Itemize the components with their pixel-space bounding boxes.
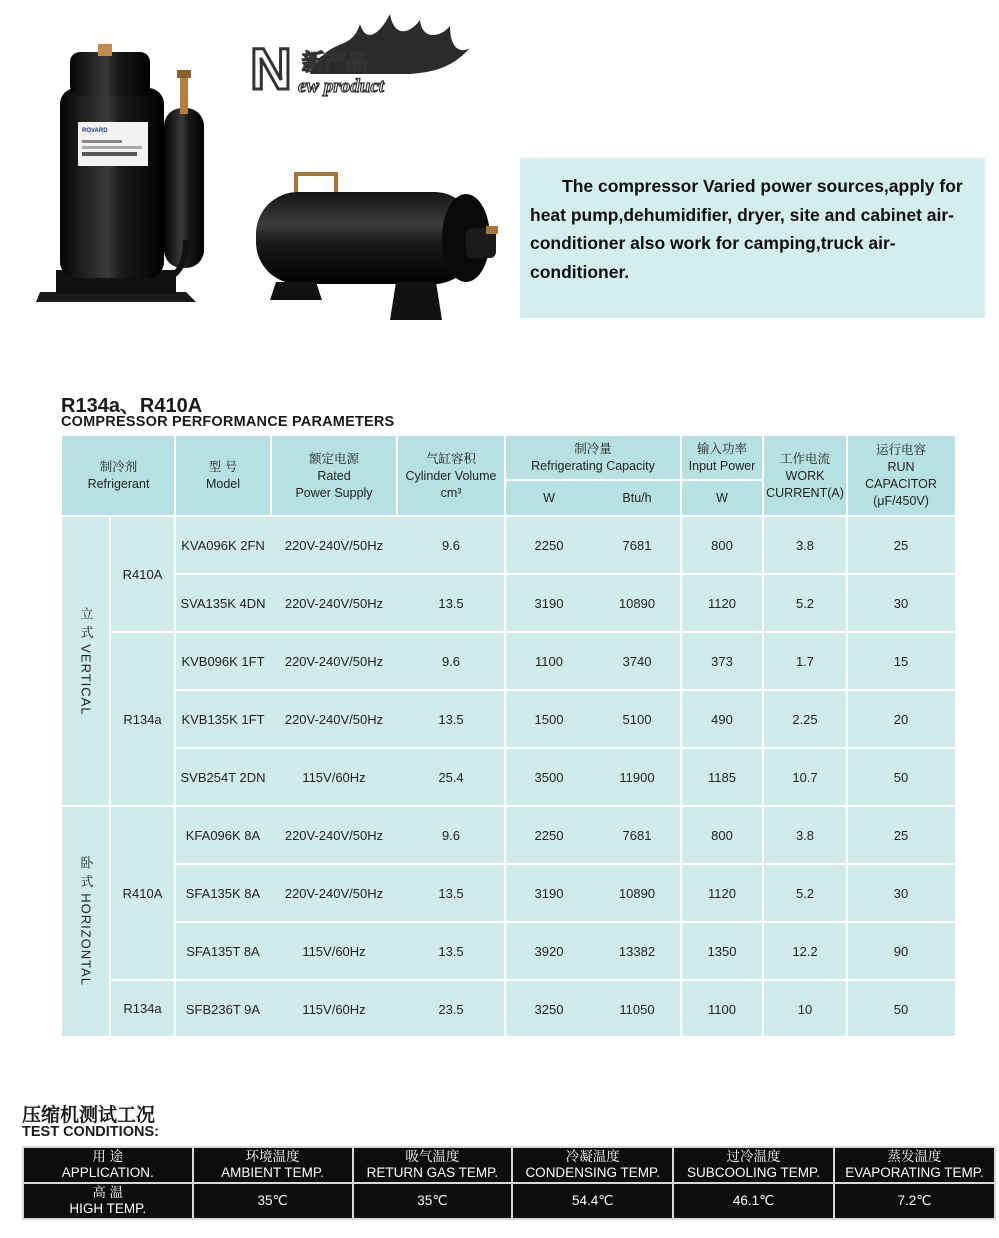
header-input: [681, 436, 763, 480]
header-capacity: [505, 436, 681, 480]
header-refrigerant-cn: 制冷剂: [99, 460, 138, 474]
table-cell-cyl: 25.4: [438, 769, 464, 785]
test-header-en: SUBCOOLING TEMP.: [687, 1165, 821, 1180]
table-cell-model: SFB236T 9A: [185, 1001, 261, 1017]
table-cell-capacitor: 25: [893, 537, 909, 553]
new-product-badge: [250, 36, 440, 106]
table-cell-power: 115V/60Hz: [302, 1001, 366, 1017]
test-header-row: [23, 1147, 995, 1183]
header-input-w: [681, 480, 763, 516]
table-cell-model: KVB096K 1FT: [181, 653, 265, 669]
table-cell-power: 115V/60Hz: [302, 769, 366, 785]
test-header-cn: 环境温度: [245, 1149, 300, 1164]
test-header-cell: [193, 1147, 353, 1183]
horizontal-compressor-image: [236, 170, 506, 330]
table-cell-model: SVA135K 4DN: [180, 595, 266, 611]
header-refrigerant: [62, 436, 175, 516]
header-inp-cn: 输入功率: [696, 442, 747, 456]
product-description: The compressor Varied power sources,apply for heat pump,dehumidifier, dryer, site and cabinet air-conditioner also work for camping,truck air-conditioner.: [530, 176, 963, 282]
refrigerant-label: R134a: [123, 711, 162, 727]
header-cur-cn: 工作电流: [779, 451, 830, 466]
table-cell-input: 800: [711, 537, 733, 553]
refrigerant-label: R410A: [122, 566, 163, 582]
table-cell-model: KVB135K 1FT: [181, 711, 265, 727]
parameters-title: COMPRESSOR PERFORMANCE PARAMETERS: [61, 414, 395, 430]
table-cell-current: 5.2: [795, 595, 815, 611]
table-cell-power: 220V-240V/50Hz: [284, 885, 384, 901]
header-capac-en1: RUN: [887, 460, 915, 474]
header-cyl-unit: cm³: [440, 485, 462, 500]
header-cur-en1: WORK: [785, 468, 825, 483]
test-header-cell: [512, 1147, 673, 1183]
table-cell-btu: 11900: [619, 769, 655, 785]
header-power-en2: Power Supply: [295, 485, 373, 500]
table-cell-input: 1100: [708, 1001, 736, 1017]
test-header-en: AMBIENT TEMP.: [221, 1165, 324, 1180]
table-cell-current: 2.25: [792, 711, 818, 727]
header-model-en: Model: [205, 477, 241, 491]
table-cell-cyl: 9.6: [441, 653, 461, 669]
test-header-cn: 用 途: [92, 1149, 124, 1164]
table-cell-capacitor: 20: [893, 711, 909, 727]
table-cell-btu: 10890: [618, 595, 656, 611]
table-cell-capacitor: 90: [893, 943, 909, 959]
table-cell-capacitor: 30: [893, 885, 909, 901]
test-header-cell: [23, 1147, 193, 1183]
badge-en-text: ew product: [298, 76, 385, 97]
test-header-en: CONDENSING TEMP.: [525, 1165, 660, 1180]
table-cell-cyl: 23.5: [438, 1001, 464, 1017]
test-value-cell: 35℃: [193, 1183, 353, 1219]
header-cap-w: W: [543, 490, 555, 505]
table-cell-cyl: 13.5: [438, 885, 464, 901]
table-cell-cyl: 13.5: [438, 711, 464, 727]
table-cell-input: 1185: [708, 769, 736, 785]
group-horizontal: [62, 806, 110, 1036]
header-current: [763, 436, 847, 516]
test-value-cell: 46.1℃: [673, 1183, 834, 1219]
table-cell-input: 800: [711, 827, 733, 843]
product-description-box: [520, 158, 985, 318]
group-vertical-label: 立 式 VERTICAL: [78, 606, 94, 716]
header-cyl-cn: 气缸容积: [425, 451, 476, 466]
test-application-cn: 高 温: [92, 1185, 124, 1200]
header-capac-cn: 运行电容: [875, 443, 926, 457]
table-cell-power: 220V-240V/50Hz: [284, 537, 384, 553]
test-title-cn: 压缩机测试工况: [22, 1104, 156, 1126]
table-cell-current: 3.8: [795, 537, 815, 553]
table-cell-w: 1100: [535, 653, 563, 669]
header-cap-cn: 制冷量: [574, 442, 612, 456]
brand-label: ROVARD: [82, 128, 108, 134]
test-header-cell: [673, 1147, 834, 1183]
table-cell-input: 1120: [708, 885, 736, 901]
test-application-cell: [23, 1183, 193, 1219]
header-model: [175, 436, 271, 516]
test-header-cn: 过冷温度: [726, 1149, 781, 1164]
table-cell-current: 12.2: [792, 943, 818, 959]
table-cell-cyl: 13.5: [438, 943, 464, 959]
test-header-cn: 蒸发温度: [887, 1149, 942, 1164]
group-vertical: [62, 516, 110, 806]
table-cell-w: 3190: [534, 885, 564, 901]
test-header-cn: 吸气温度: [405, 1149, 460, 1164]
table-cell-power: 220V-240V/50Hz: [284, 595, 384, 611]
table-cell-cyl: 9.6: [441, 537, 461, 553]
header-cap-btu: Btu/h: [622, 490, 652, 505]
badge-letter: N: [250, 37, 292, 102]
badge-cn-text: 新产品: [302, 51, 369, 76]
table-cell-current: 10.7: [792, 769, 818, 785]
table-cell-current: 10: [797, 1001, 813, 1017]
test-application-en: HIGH TEMP.: [69, 1201, 147, 1216]
test-value-cell: 54.4℃: [512, 1183, 673, 1219]
header-cylinder: [397, 436, 505, 516]
test-header-en: APPLICATION.: [61, 1165, 154, 1180]
table-cell-input: 373: [711, 653, 733, 669]
table-cell-w: 2250: [534, 827, 564, 843]
table-cell-btu: 5100: [622, 711, 652, 727]
test-header-cn: 冷凝温度: [565, 1149, 620, 1164]
table-cell-model: SVB254T 2DN: [180, 769, 266, 785]
table-cell-btu: 11050: [619, 1001, 655, 1017]
table-cell-capacitor: 50: [893, 1001, 909, 1017]
header-capacitor: [847, 436, 955, 516]
header-cyl-en: Cylinder Volume: [405, 468, 497, 483]
table-cell-btu: 10890: [618, 885, 656, 901]
refrigerant-label: R134a: [123, 1000, 162, 1016]
table-cell-w: 3190: [534, 595, 564, 611]
test-values-row: [23, 1183, 995, 1219]
table-cell-btu: 3740: [622, 653, 652, 669]
header-capacity-w: [505, 480, 593, 516]
table-cell-model: SFA135K 8A: [185, 885, 261, 901]
table-cell-model: KVA096K 2FN: [181, 537, 265, 553]
test-header-cell: [834, 1147, 995, 1183]
table-cell-cyl: 13.5: [438, 595, 464, 611]
test-conditions-table: [22, 1146, 996, 1220]
header-capac-en2: CAPACITOR: [865, 477, 937, 491]
table-cell-w: 3250: [534, 1001, 564, 1017]
test-header-en: EVAPORATING TEMP.: [845, 1165, 984, 1180]
table-cell-power: 220V-240V/50Hz: [284, 711, 384, 727]
test-header-en: RETURN GAS TEMP.: [366, 1165, 499, 1180]
header-capac-en3: (μF/450V): [873, 494, 929, 508]
table-cell-model: KFA096K 8A: [185, 827, 261, 843]
table-cell-input: 1350: [707, 943, 737, 959]
table-cell-capacitor: 15: [893, 653, 909, 669]
table-cell-power: 220V-240V/50Hz: [284, 827, 384, 843]
table-cell-current: 5.2: [795, 885, 815, 901]
vertical-compressor-image: [36, 40, 236, 310]
table-cell-model: SFA135T 8A: [186, 943, 260, 959]
table-cell-capacitor: 30: [893, 595, 909, 611]
group-horizontal-label: 卧 式 HORIZONTAL: [78, 855, 94, 987]
table-cell-cyl: 9.6: [441, 827, 461, 843]
test-title-en: TEST CONDITIONS:: [22, 1124, 159, 1140]
header-power-en1: Rated: [317, 468, 351, 483]
header-cap-en: Refrigerating Capacity: [531, 459, 655, 473]
header-refrigerant-en: Refrigerant: [87, 477, 150, 491]
header-power-cn: 额定电源: [308, 451, 359, 466]
table-cell-capacitor: 50: [893, 769, 909, 785]
table-cell-power: 115V/60Hz: [302, 943, 366, 959]
table-cell-w: 1500: [534, 711, 564, 727]
refrigerant-title: R134a、R410A: [61, 395, 203, 417]
table-cell-current: 3.8: [795, 827, 815, 843]
header-model-cn: 型 号: [208, 460, 238, 474]
table-cell-btu: 7681: [622, 827, 652, 843]
refrigerant-label: R410A: [122, 885, 163, 901]
table-cell-input: 490: [711, 711, 733, 727]
table-cell-btu: 13382: [618, 943, 656, 959]
header-capacity-btu: [593, 480, 681, 516]
table-cell-w: 3920: [534, 943, 564, 959]
table-cell-capacitor: 25: [893, 827, 909, 843]
header-inp-en: Input Power: [688, 459, 756, 473]
table-cell-power: 220V-240V/50Hz: [284, 653, 384, 669]
header-cur-en2: CURRENT(A): [766, 485, 844, 500]
table-cell-w: 3500: [534, 769, 564, 785]
header-power: [271, 436, 397, 516]
table-cell-btu: 7681: [622, 537, 652, 553]
test-value-cell: 7.2℃: [834, 1183, 995, 1219]
performance-table: [62, 436, 955, 1036]
test-header-cell: [353, 1147, 513, 1183]
test-value-cell: 35℃: [353, 1183, 513, 1219]
table-cell-w: 2250: [534, 537, 564, 553]
header-inp-w: W: [716, 490, 728, 505]
table-cell-current: 1.7: [795, 653, 815, 669]
table-cell-input: 1120: [708, 595, 736, 611]
